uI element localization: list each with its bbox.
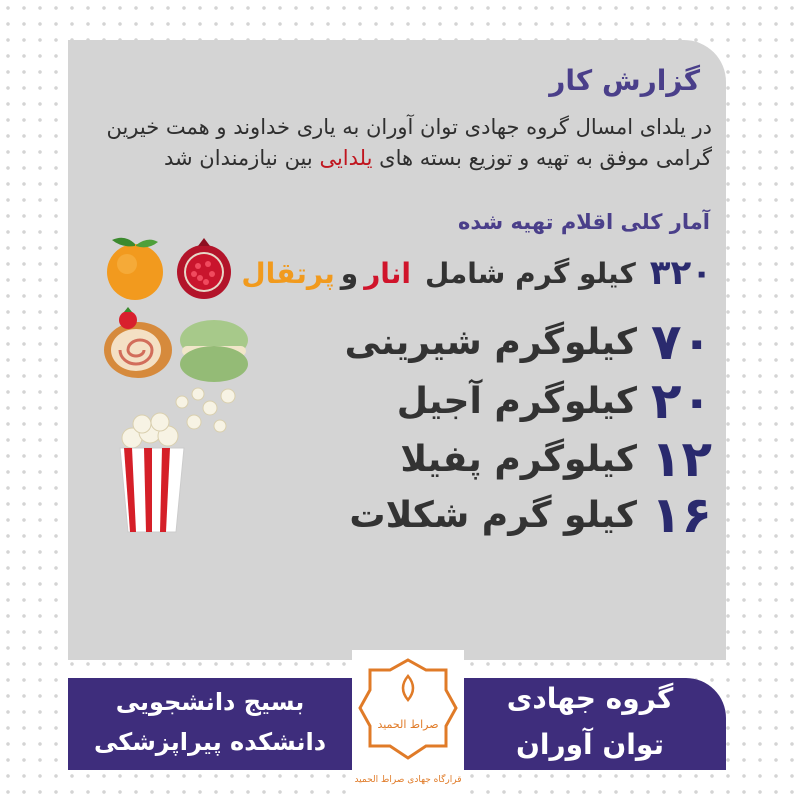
stats-subtitle: آمار کلی اقلام تهیه شده <box>458 210 710 234</box>
item-row-chocolate <box>349 487 712 543</box>
footer-right-line1: گروه جهادی <box>506 682 674 715</box>
item-number: ۱۶ <box>650 486 712 544</box>
macaron-icon <box>176 316 252 386</box>
item-text: کیلوگرم پفیلا <box>400 438 637 480</box>
item-conj: و <box>340 256 359 290</box>
report-title: گزارش کار <box>549 64 700 97</box>
cake-roll-icon <box>98 304 180 384</box>
item-fruit-pomegranate: انار <box>364 256 411 290</box>
orange-icon <box>100 232 170 302</box>
item-row-nuts <box>397 373 712 429</box>
item-text: کیلو گرم شکلات <box>349 494 637 536</box>
item-number: ۱۲ <box>650 430 712 488</box>
logo-bottom-text: قرارگاه جهادی صراط الحمید <box>354 775 462 785</box>
footer-left <box>70 682 350 762</box>
item-text: کیلوگرم آجیل <box>396 380 637 422</box>
logo-icon <box>352 650 464 800</box>
report-intro <box>92 112 712 174</box>
footer-left-line1: بسیج دانشجویی <box>115 688 305 716</box>
logo-top-text: صراط الحمید <box>377 718 439 731</box>
intro-text-1: در یلدای امسال گروه جهادی توان آوران به یاری خداوند و همت خیرین گرامی موفق به تهیه و توزیع بسته های <box>106 115 712 170</box>
popcorn-icon <box>106 382 248 542</box>
item-number: ۳۲۰ <box>649 253 712 293</box>
footer-right-line2: توان آوران <box>516 728 664 761</box>
item-fruit-orange: پرتقال <box>241 256 335 290</box>
pomegranate-icon <box>170 234 238 302</box>
item-text: کیلوگرم شیرینی <box>344 321 637 363</box>
intro-text-2: بین نیازمندان شد <box>164 146 313 170</box>
item-row-fruits <box>241 253 712 293</box>
item-unit: کیلو گرم شامل <box>424 256 636 290</box>
footer-left-line2: دانشکده پیراپزشکی <box>93 728 327 756</box>
item-row-puffs <box>400 431 712 487</box>
item-row-sweets <box>345 314 712 370</box>
intro-highlight: یلدایی <box>319 146 373 170</box>
item-number: ۷۰ <box>650 313 712 371</box>
item-number: ۲۰ <box>650 372 712 430</box>
footer-right <box>470 676 710 768</box>
